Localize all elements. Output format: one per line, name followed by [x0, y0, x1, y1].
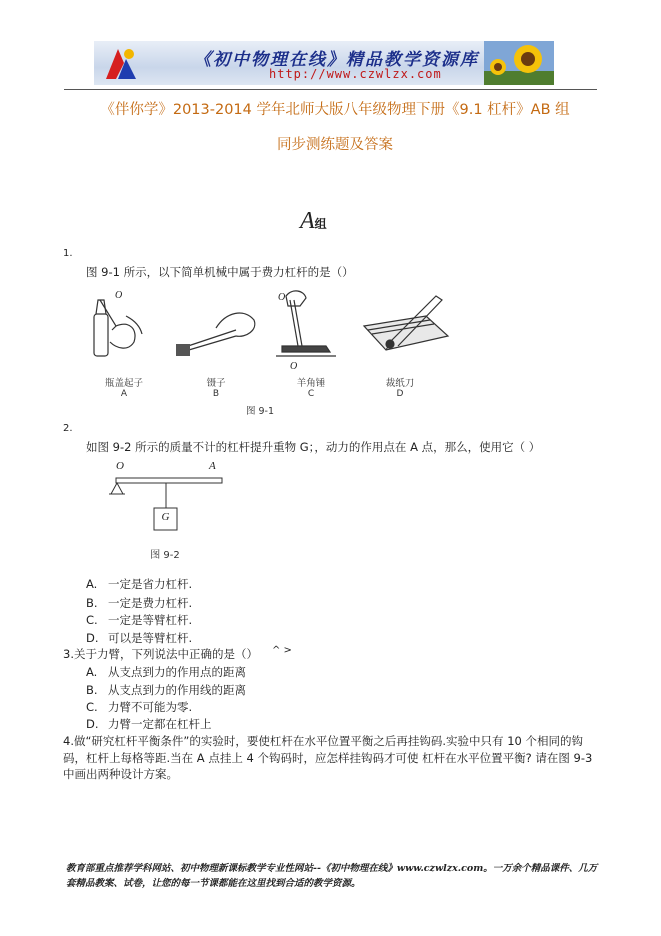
fig1-item-a-letter: A [120, 389, 128, 399]
group-letter: A [300, 208, 315, 234]
fig1-label-o1: O [115, 290, 123, 301]
q2-option-a: A. 一定是省力杠杆. [86, 577, 193, 591]
q2-option-d: D. 可以是等臂杠杆. [86, 631, 193, 645]
doc-title-line2: 同步测练题及答案 [277, 137, 393, 153]
q4-text: 4.做“研究杠杆平衡条件”的实验时，要使杠杆在水平位置平衡之后再挂钩码.实验中只有 10 个相同的钩码，杠杆上每格等距.当在 A 点挂上 4 个钩码时，应怎样挂钩码才可使 杠杆在水平位置平衡? 请在图 9-3 中画出两种设计方案。 [63, 734, 593, 781]
banner-url[interactable]: http://www.czwlzx.com [269, 67, 442, 81]
fig1-item-d-letter: D [396, 389, 404, 399]
tweezers-drawing [176, 313, 255, 356]
group-suffix: 组 [314, 217, 327, 231]
fig1-item-b-name: 镊子 [206, 378, 226, 389]
q3-option-d: D. 力臂一定都在杠杆上 [86, 717, 212, 731]
q3-mark: ^ > [272, 645, 292, 656]
footer-note: 教育部重点推荐学科网站、初中物理新课标教学专业性网站--《初中物理在线》www.czwlzx.com。一万余个精品课件、几万套精品教案、试卷，让您的每一节课都能在这里找到合适的教学资源。 [66, 863, 598, 889]
doc-title-line1: 《伴你学》2013-2014 学年北师大版八年级物理下册《9.1 杠杆》AB 组 [100, 102, 570, 118]
q3-text: 3.关于力臂，下列说法中正确的是（） [63, 647, 258, 661]
q3-option-b: B. 从支点到力的作用线的距离 [86, 683, 246, 697]
q2-option-c: C. 一定是等臂杠杆. [86, 613, 193, 627]
fig2-caption: 图 9-2 [150, 550, 180, 561]
header-rule [64, 89, 597, 90]
fig1-item-c-name: 羊角锤 [296, 378, 326, 389]
fig1-label-o3: O [290, 361, 298, 372]
bottle-opener-drawing [94, 300, 142, 356]
q2-option-b: B. 一定是费力杠杆. [86, 596, 193, 610]
fig2-label-a: A [209, 460, 216, 472]
logo-icon [104, 45, 138, 81]
header-banner [94, 41, 554, 85]
banner-title: 《初中物理在线》精品教学资源库 [194, 50, 479, 70]
q3-option-c: C. 力臂不可能为零. [86, 700, 193, 714]
fig1-item-c-letter: C [307, 389, 315, 399]
sunflower-image [484, 41, 554, 85]
q3-option-a: A. 从支点到力的作用点的距离 [86, 665, 246, 679]
q1-number: 1. [63, 248, 73, 259]
group-title [300, 208, 327, 235]
q2-number: 2. [63, 423, 73, 434]
fig1-item-a-name: 瓶盖起子 [104, 378, 143, 389]
figure-9-1 [86, 286, 466, 368]
fig1-label-o2: O [278, 292, 286, 303]
q1-text: 图 9-1 所示，以下简单机械中属于费力杠杆的是（） [86, 265, 354, 279]
fig1-item-d-name: 裁纸刀 [385, 378, 415, 389]
figure-9-2 [108, 470, 228, 534]
q2-text: 如图 9-2 所示的质量不计的杠杆提升重物 G；，动力的作用点在 A 点，那么，使用它（ ） [86, 440, 541, 454]
fig2-label-o: O [116, 460, 124, 472]
paper-cutter-drawing [364, 296, 448, 350]
fig2-label-g: G [161, 511, 170, 523]
fig1-caption: 图 9-1 [245, 406, 275, 417]
fig1-item-b-letter: B [212, 389, 220, 399]
